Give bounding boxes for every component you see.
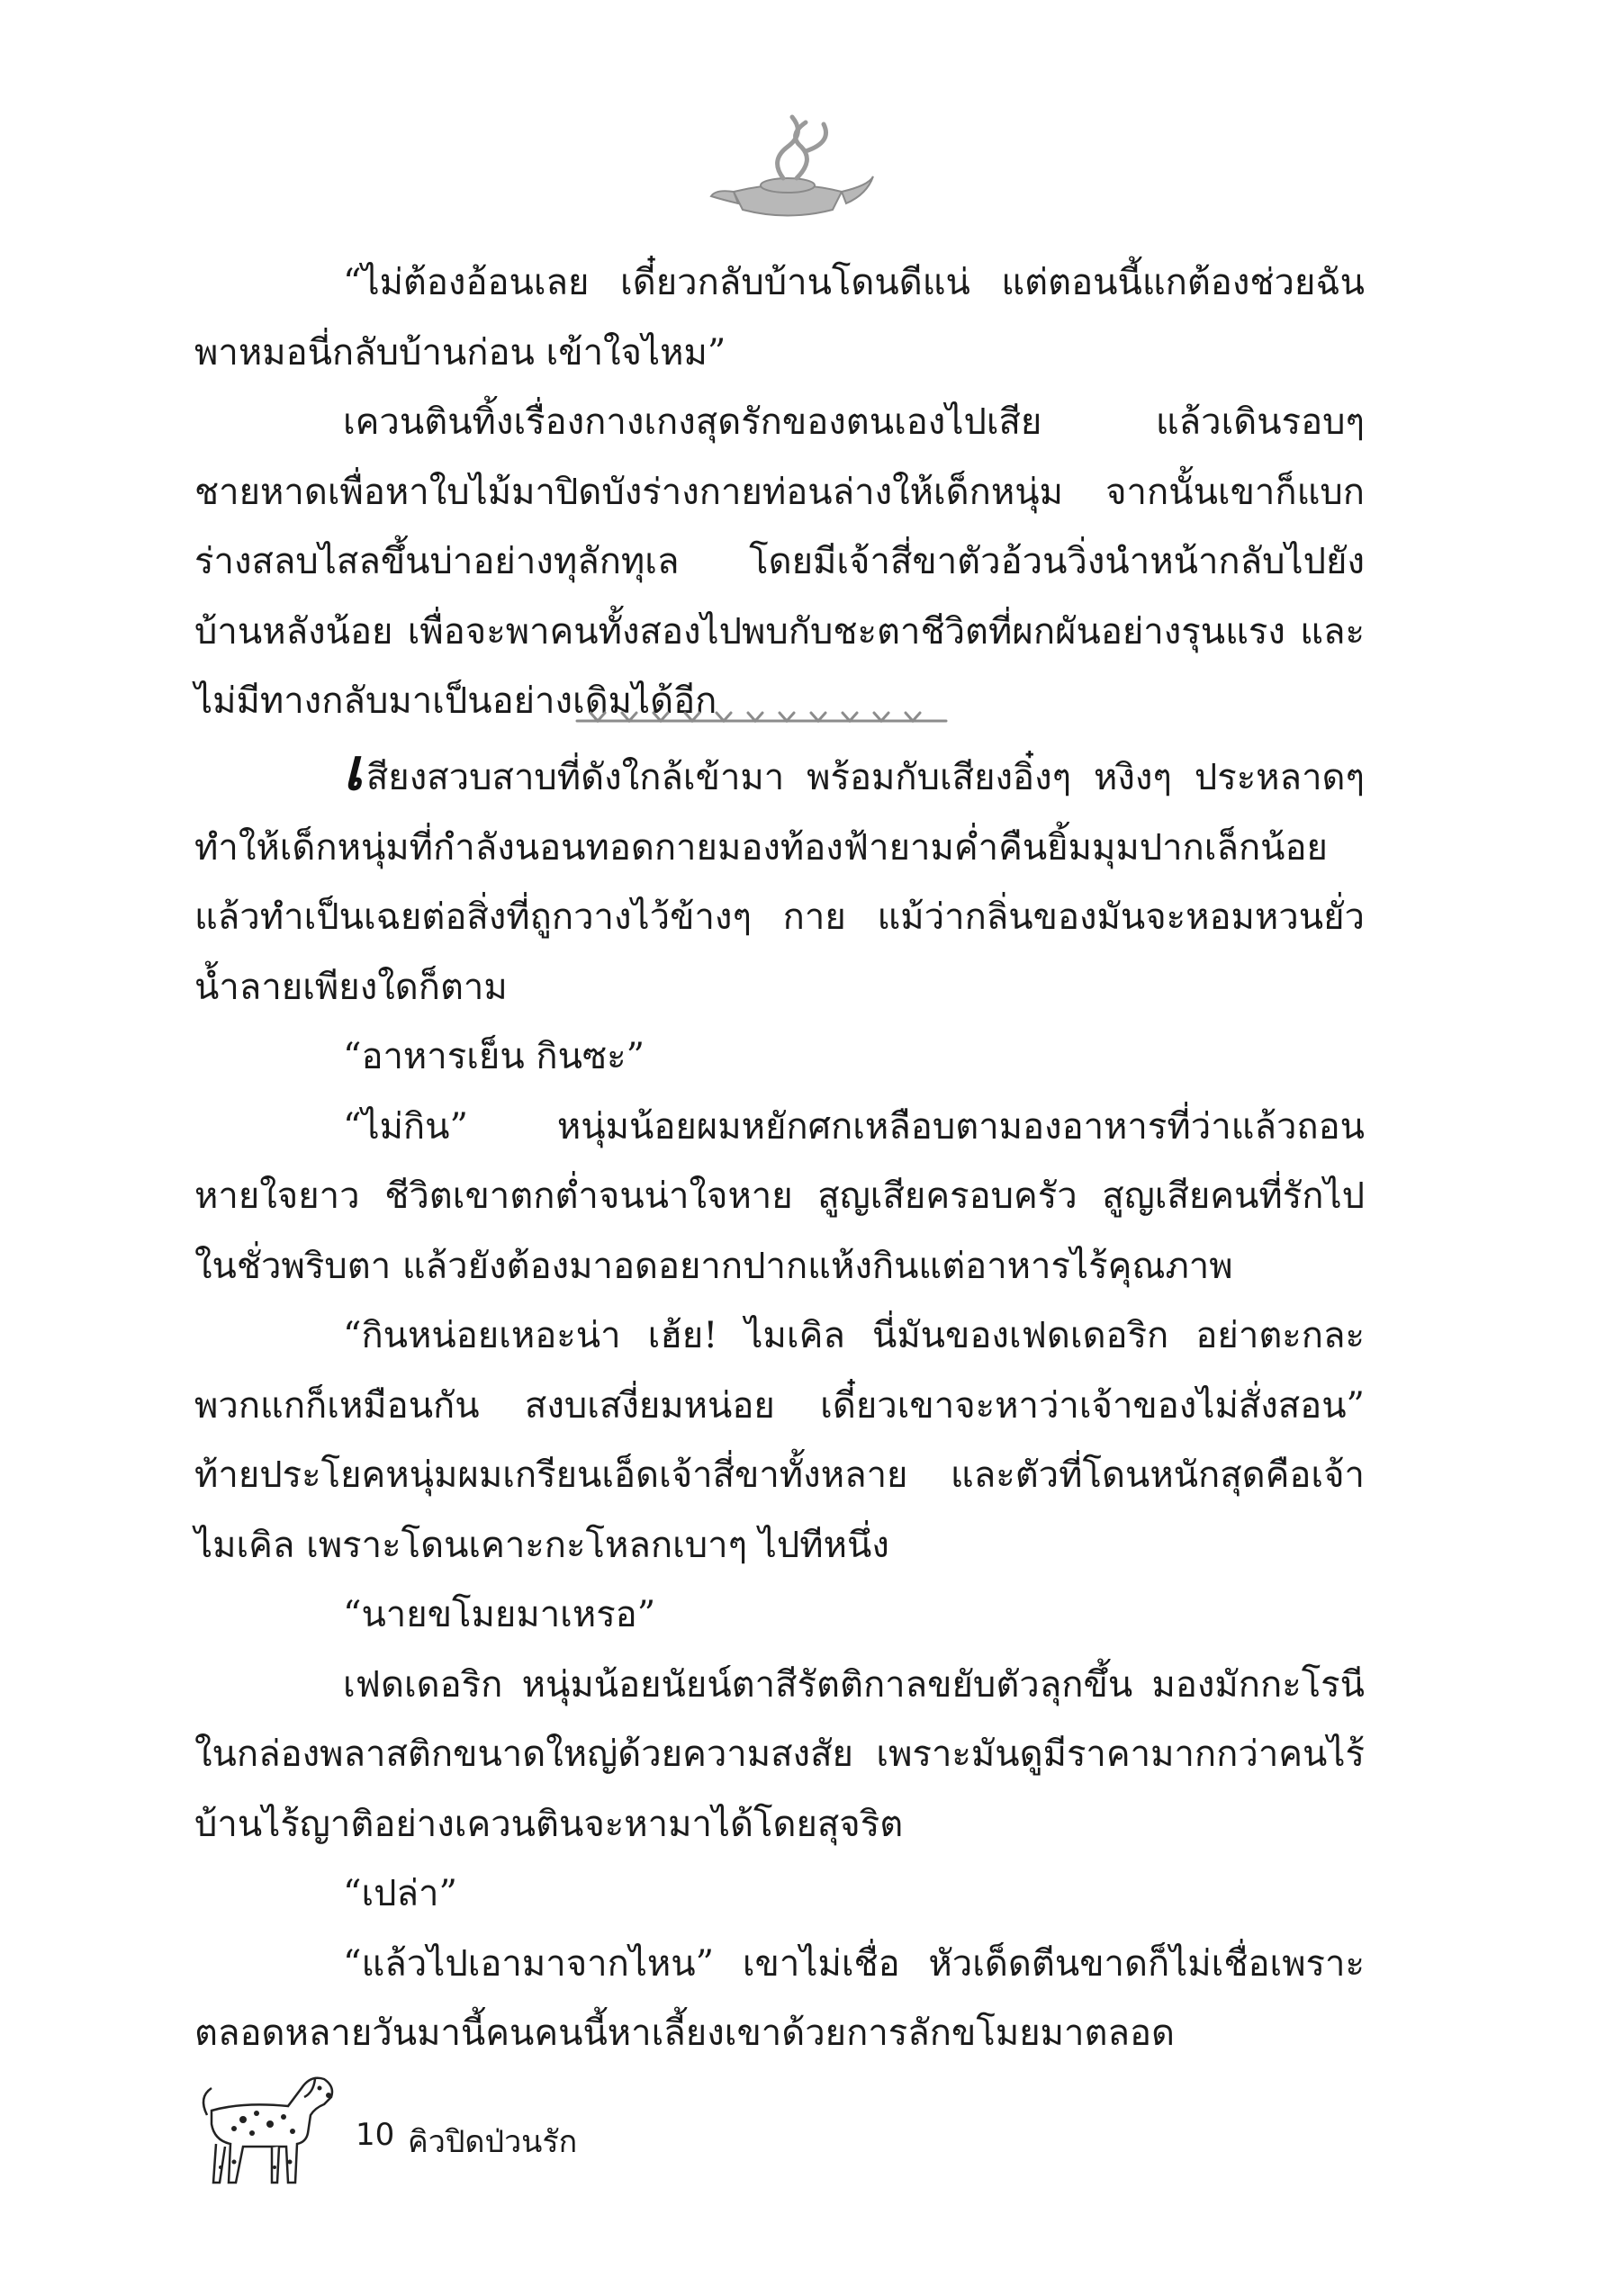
paragraph: “ไม่กิน” หนุ่มน้อยผมหยักศกเหลือบตามองอาหารที่ว่าแล้วถอนหายใจยาว ชีวิตเขาตกต่ำจนน่าใจหาย สูญเสียครอบครัว สูญเสียคนที่รักไปในชั่วพริบตา แล้วยังต้องมาอดอยากปากแห้งกินแต่อาหารไร้คุณภาพ	[194, 1105, 1365, 1287]
teapot-steam-icon	[698, 106, 878, 232]
paragraph: เฟดเดอริก หนุ่มน้อยนัยน์ตาสีรัตติกาลขยับตัวลุกขึ้น มองมักกะโรนีในกล่องพลาสติกขนาดใหญ่ด้วยความสงสัย เพราะมันดูมีราคามากกว่าคนไร้บ้านไร้ญาติอย่างเควนตินจะหามาได้โดยสุจริต	[194, 1663, 1365, 1845]
section-1	[194, 248, 1365, 737]
dropcap: เ	[343, 736, 363, 804]
vine-divider-icon	[573, 707, 951, 734]
paragraph-with-dropcap	[194, 736, 1365, 1022]
paragraph: เควนตินทิ้งเรื่องกางเกงสุดรักของตนเองไปเสีย แล้วเดินรอบๆ ชายหาดเพื่อหาใบไม้มาปิดบังร่างกายท่อนล่างให้เด็กหนุ่ม จากนั้นเขาก็แบกร่างสลบไสลขึ้นบ่าอย่างทุลักทุเล โดยมีเจ้าสี่ขาตัวอ้วนวิ่งนำหน้ากลับไปยังบ้านหลังน้อย เพื่อจะพาคนทั้งสองไปพบกับชะตาชีวิตที่ผกผันอย่างรุนแรง และไม่มีทางกลับมาเป็นอย่างเดิมได้อีก	[194, 401, 1365, 722]
section-2	[194, 736, 1365, 2069]
paragraph: “ไม่ต้องอ้อนเลย เดี๋ยวกลับบ้านโดนดีแน่ แต่ตอนนี้แกต้องช่วยฉันพาหมอนี่กลับบ้านก่อน เข้าใจไหม”	[194, 262, 1365, 374]
paragraph: “แล้วไปเอามาจากไหน” เขาไม่เชื่อ หัวเด็ดตีนขาดก็ไม่เชื่อเพราะตลอดหลายวันมานี้คนคนนี้หาเลี้ยงเขาด้วยการลักขโมยมาตลอด	[194, 1942, 1365, 2054]
paragraph: “อาหารเย็น กินซะ”	[343, 1036, 645, 1077]
paragraph: “กินหน่อยเหอะน่า เฮ้ย! ไมเคิล นี่มันของเฟดเดอริก อย่าตะกละ พวกแกก็เหมือนกัน สงบเสงี่ยมหน่อย เดี๋ยวเขาจะหาว่าเจ้าของไม่สั่งสอน” ท้ายประโยคหนุ่มผมเกรียนเอ็ดเจ้าสี่ขาทั้งหลาย และตัวที่โดนหนักสุดคือเจ้าไมเคิล เพราะโดนเคาะกะโหลกเบาๆ ไปทีหนึ่ง	[194, 1315, 1365, 1566]
paragraph-text: สียงสวบสาบที่ดังใกล้เข้ามา พร้อมกับเสียงอิ๋งๆ หงิงๆ ประหลาดๆ ทำให้เด็กหนุ่มที่กำลังนอนทอดกายมองท้องฟ้ายามค่ำคืนยิ้มมุมปากเล็กน้อย แล้วทำเป็นเฉยต่อสิ่งที่ถูกวางไว้ข้างๆ กาย แม้ว่ากลิ่นของมันจะหอมหวนยั่วน้ำลายเพียงใดก็ตาม	[194, 757, 1365, 1008]
book-title: คิวปิดป่วนรัก	[408, 2124, 578, 2160]
page-number: 10	[356, 2117, 395, 2153]
dalmatian-dog-icon	[189, 2061, 342, 2196]
page-footer	[189, 2061, 819, 2196]
paragraph: “เปล่า”	[343, 1873, 457, 1914]
paragraph: “นายขโมยมาเหรอ”	[343, 1594, 656, 1635]
